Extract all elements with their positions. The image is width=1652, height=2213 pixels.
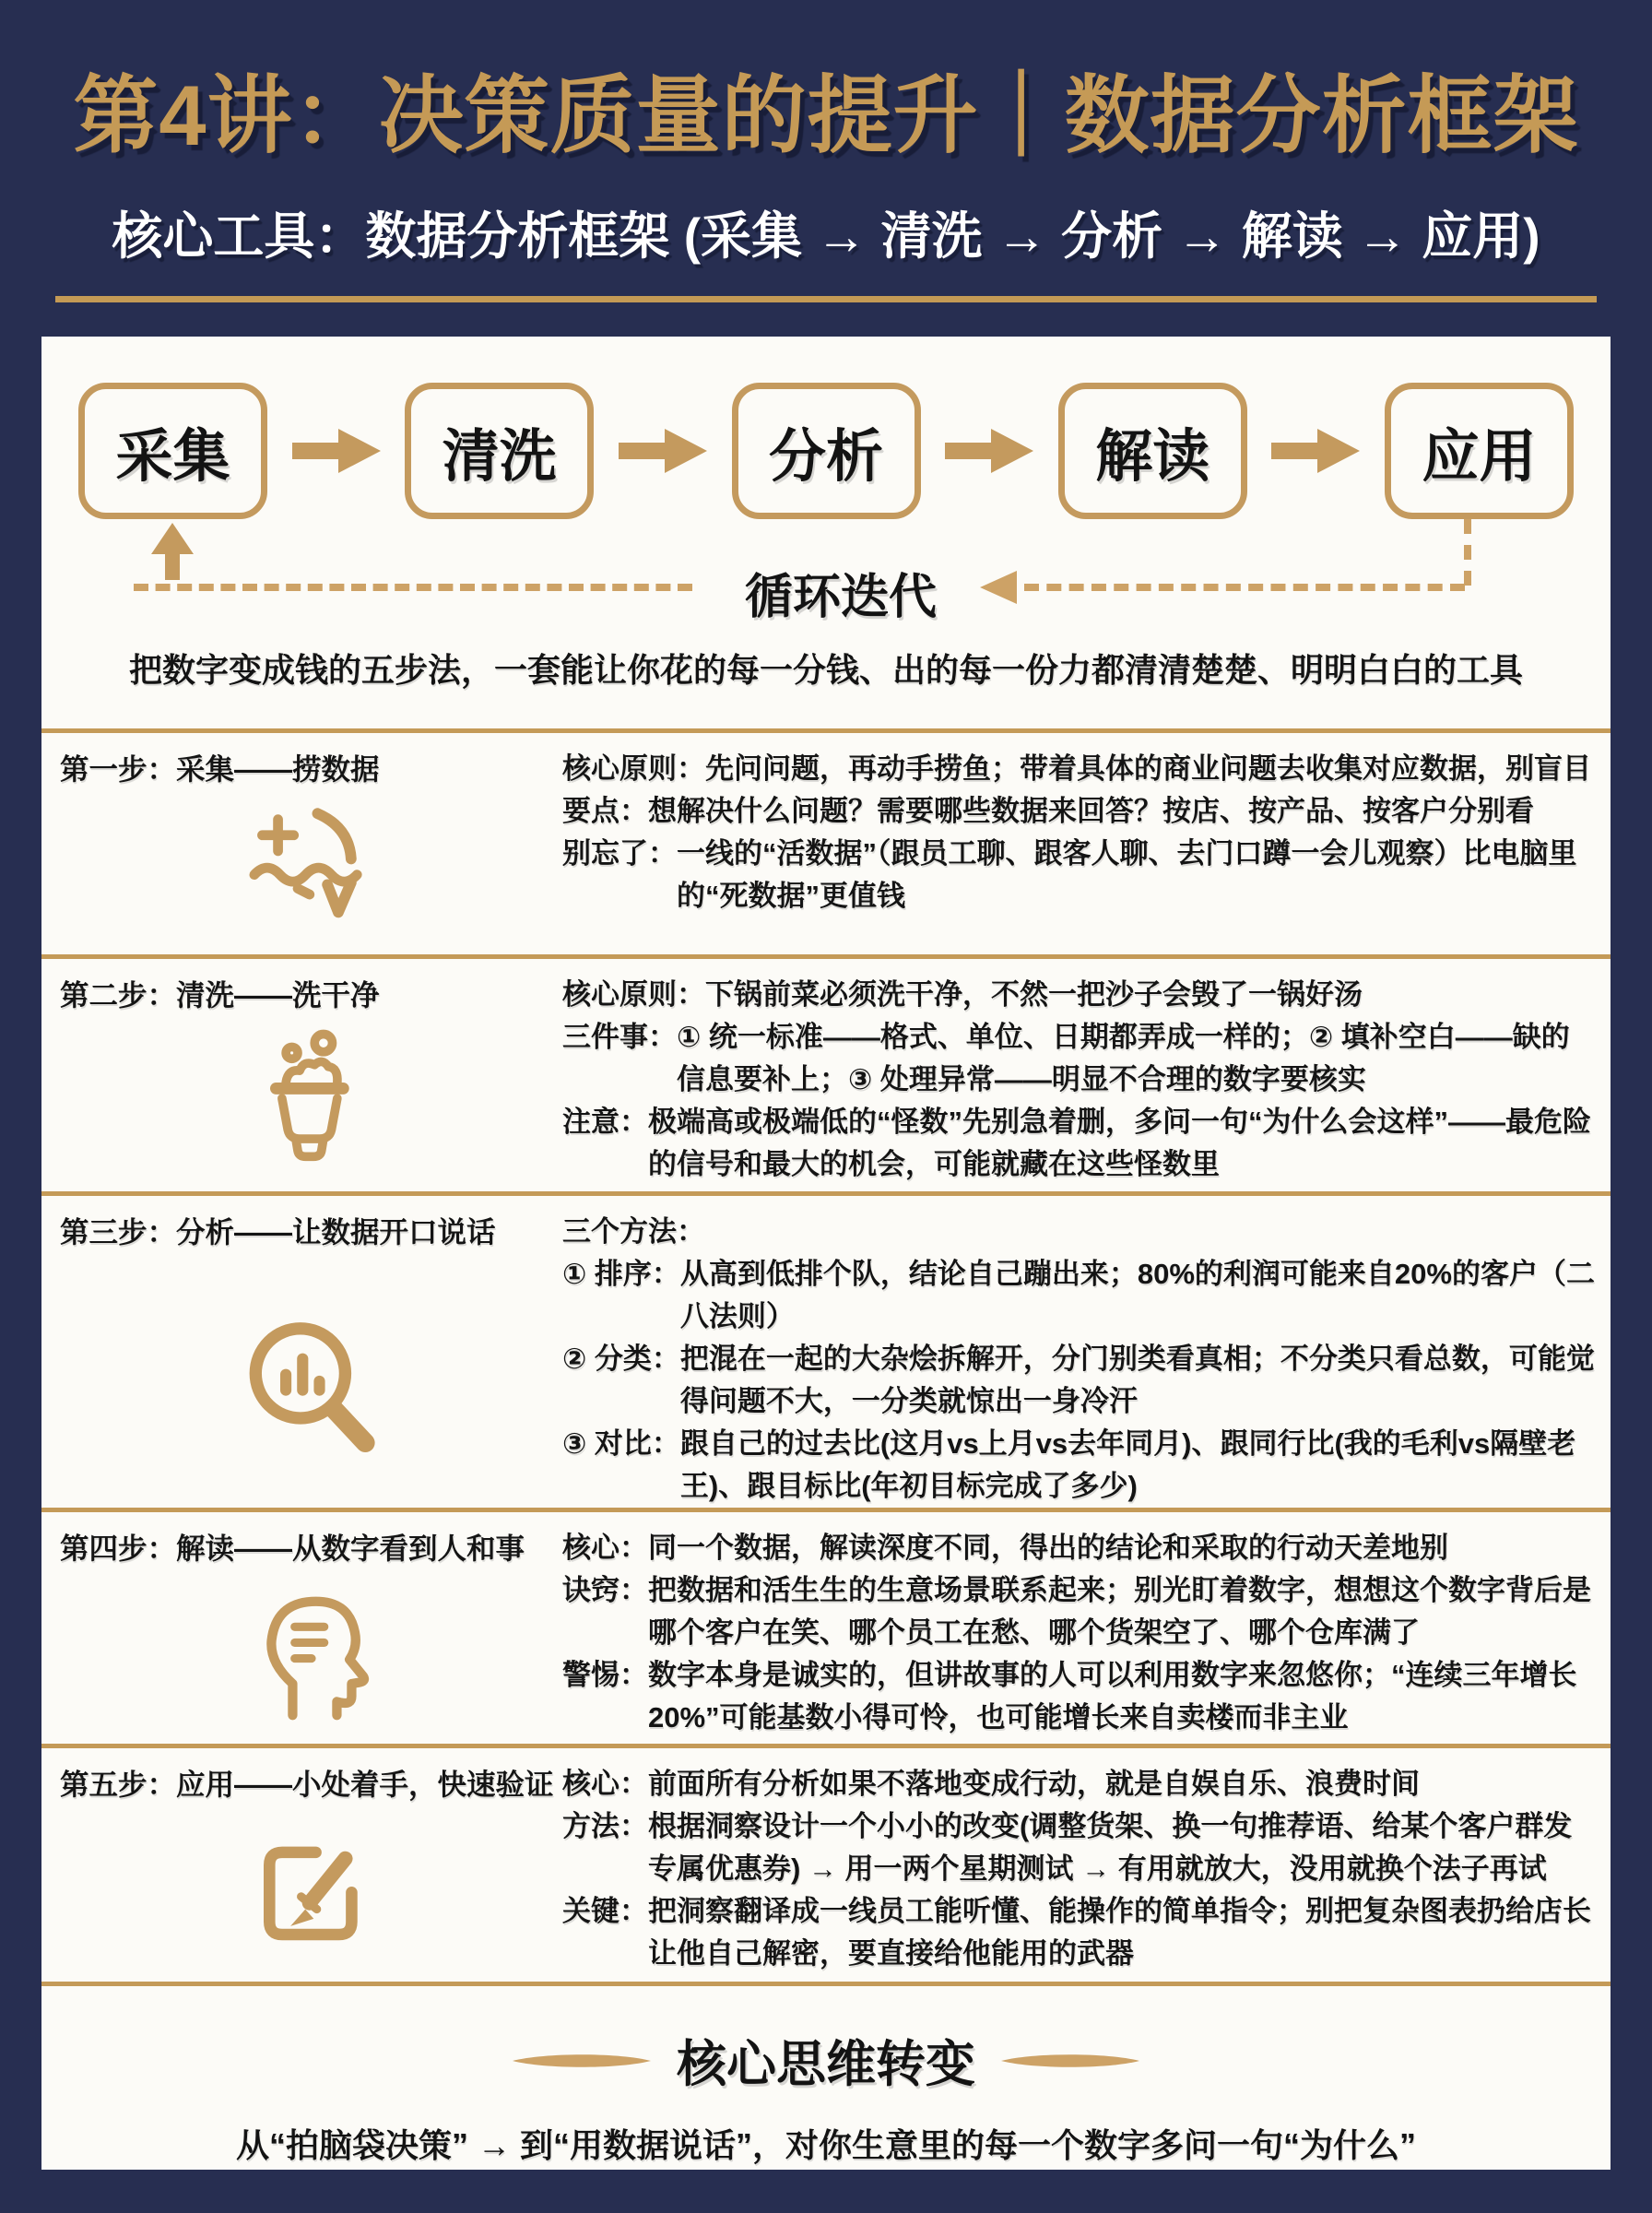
item-label: 别忘了： — [562, 837, 677, 870]
loop-dashed-line-right — [1024, 584, 1465, 591]
item-text: 把混在一起的大杂烩拆解开，分门别类看真相；不分类只看总数，可能觉得问题不大，一分类就惊出一身冷汗 — [679, 1343, 1595, 1417]
list-item — [562, 833, 1596, 917]
list-item — [562, 1338, 1596, 1423]
item-text: 极端高或极端低的“怪数”先别急着删，多问一句“为什么会这样”——最危险的信号和最大的机会，可能就藏在这些怪数里 — [648, 1106, 1591, 1180]
item-text: 想解决什么问题？需要哪些数据来回答？按店、按产品、按客户分别看 — [648, 795, 1534, 827]
flow-step-analyze: 分析 — [732, 383, 921, 519]
list-item — [562, 790, 1596, 833]
item-text: ① 统一标准——格式、单位、日期都弄成一样的；② 填补空白——缺的信息要补上；③ 处理异常——明显不合理的数字要核实 — [677, 1021, 1570, 1095]
item-label: 核心原则： — [562, 752, 705, 785]
step-title: 第三步：分析——让数据开口说话 — [60, 1215, 496, 1249]
footer-heading: 核心思维转变 — [677, 2037, 975, 2092]
list-item — [562, 1890, 1596, 1975]
footer-text: 从“拍脑袋决策” → 到“用数据说话”，对你生意里的每一个数字多问一句“为什么” — [235, 2126, 1416, 2164]
header-divider — [55, 296, 1597, 302]
loop-dashed-line-vertical — [1464, 519, 1471, 586]
step-title: 第二步：清洗——洗干净 — [60, 978, 380, 1012]
section-step-3 — [41, 1191, 1611, 1508]
item-text: 下锅前菜必须洗干净，不然一把沙子会毁了一锅好汤 — [705, 978, 1363, 1011]
loop-label: 循环迭代 — [744, 571, 937, 624]
section-step-5 — [41, 1744, 1611, 1982]
content-panel — [41, 337, 1611, 2170]
group-header: 三个方法： — [562, 1215, 705, 1248]
list-item — [562, 1101, 1596, 1186]
scoop-data-icon — [60, 801, 562, 935]
item-label: 注意： — [562, 1106, 648, 1138]
page-title: 第4讲：决策质量的提升｜数据分析框架 — [73, 69, 1579, 163]
tagline: 把数字变成钱的五步法，一套能让你花的每一分钱、出的每一份力都清清楚楚、明明白白的工具 — [128, 651, 1523, 689]
item-label: ② 分类： — [562, 1343, 680, 1375]
item-text: 把数据和活生生的生意场景联系起来；别光盯着数字，想想这个数字背后是哪个客户在笑、哪个员工在愁、哪个货架空了、哪个仓库满了 — [648, 1574, 1591, 1649]
step-title: 第五步：应用——小处着手，快速验证 — [60, 1768, 554, 1801]
gold-stroke-icon — [1001, 2053, 1139, 2068]
item-text: 同一个数据，解读深度不同，得出的结论和采取的行动天差地别 — [648, 1532, 1448, 1564]
item-label: ① 排序： — [562, 1258, 680, 1290]
list-item — [562, 1016, 1596, 1101]
item-label: 核心： — [562, 1532, 648, 1564]
footer — [41, 1982, 1611, 2167]
step-title: 第四步：解读——从数字看到人和事 — [60, 1532, 525, 1565]
gold-stroke-icon — [513, 2053, 651, 2068]
edit-note-icon — [60, 1817, 562, 1969]
item-label: 三件事： — [562, 1021, 677, 1053]
flow-step-interpret: 解读 — [1058, 383, 1247, 519]
item-text: 数字本身是诚实的，但讲故事的人可以利用数字来忽悠你；“连续三年增长20%”可能基数小得可怜，也可能增长来自卖楼而非主业 — [648, 1659, 1577, 1734]
item-text: 先问问题，再动手捞鱼；带着具体的商业问题去收集对应数据，别盲目 — [705, 752, 1591, 785]
list-item — [562, 1654, 1596, 1739]
item-label: 诀窍： — [562, 1574, 648, 1606]
section-step-1 — [41, 728, 1611, 954]
list-item — [562, 1423, 1596, 1508]
item-label: 核心原则： — [562, 978, 705, 1011]
item-label: 核心： — [562, 1768, 648, 1800]
flow-diagram — [41, 337, 1611, 728]
page-subtitle: 核心工具：数据分析框架 (采集 → 清洗 → 分析 → 解读 → 应用) — [112, 207, 1540, 265]
loop-dashed-line-left — [134, 584, 692, 591]
arrow-right-icon — [292, 423, 381, 479]
list-item — [562, 974, 1596, 1016]
section-step-2 — [41, 954, 1611, 1191]
list-item — [562, 1569, 1596, 1654]
item-label: 方法： — [562, 1810, 648, 1842]
item-text: 根据洞察设计一个小小的改变(调整货架、换一句推荐语、给某个客户群发专属优惠券) → 用一两个星期测试 → 有用就放大，没用就换个法子再试 — [648, 1810, 1573, 1885]
magnifier-chart-icon — [60, 1308, 562, 1470]
item-text: 跟自己的过去比(这月vs上月vs去年同月)、跟同行比(我的毛利vs隔壁老王)、跟目标比(年初目标完成了多少) — [679, 1427, 1576, 1502]
item-text: 一线的“活数据”（跟员工聊、跟客人聊、去门口蹲一会儿观察）比电脑里的“死数据”更值钱 — [677, 837, 1577, 912]
arrow-right-icon — [1271, 423, 1360, 479]
flow-step-collect: 采集 — [78, 383, 267, 519]
arrow-up-icon — [151, 523, 194, 580]
item-label: 要点： — [562, 795, 648, 827]
list-item — [562, 1763, 1596, 1805]
arrow-right-icon — [619, 423, 707, 479]
item-text: 把洞察翻译成一线员工能听懂、能操作的简单指令；别把复杂图表扔给店长让他自己解密，要直接给他能用的武器 — [648, 1895, 1591, 1970]
arrow-right-icon — [945, 423, 1033, 479]
item-label: 警惕： — [562, 1659, 648, 1691]
list-item — [562, 1527, 1596, 1569]
item-text: 从高到低排个队，结论自己蹦出来；80%的利润可能来自20%的客户（二八法则） — [679, 1258, 1595, 1332]
arrow-left-icon — [980, 571, 1017, 604]
step-title: 第一步：采集——捞数据 — [60, 752, 380, 786]
item-label: ③ 对比： — [562, 1427, 680, 1460]
flow-step-clean: 清洗 — [405, 383, 594, 519]
flow-step-apply: 应用 — [1385, 383, 1574, 519]
list-item — [562, 1253, 1596, 1338]
item-label: 关键： — [562, 1895, 648, 1927]
wash-basin-icon — [60, 1027, 562, 1170]
item-text: 前面所有分析如果不落地变成行动，就是自娱自乐、浪费时间 — [648, 1768, 1420, 1800]
list-item — [562, 1805, 1596, 1890]
head-think-icon — [60, 1580, 562, 1733]
list-item — [562, 748, 1596, 790]
section-step-4 — [41, 1508, 1611, 1744]
